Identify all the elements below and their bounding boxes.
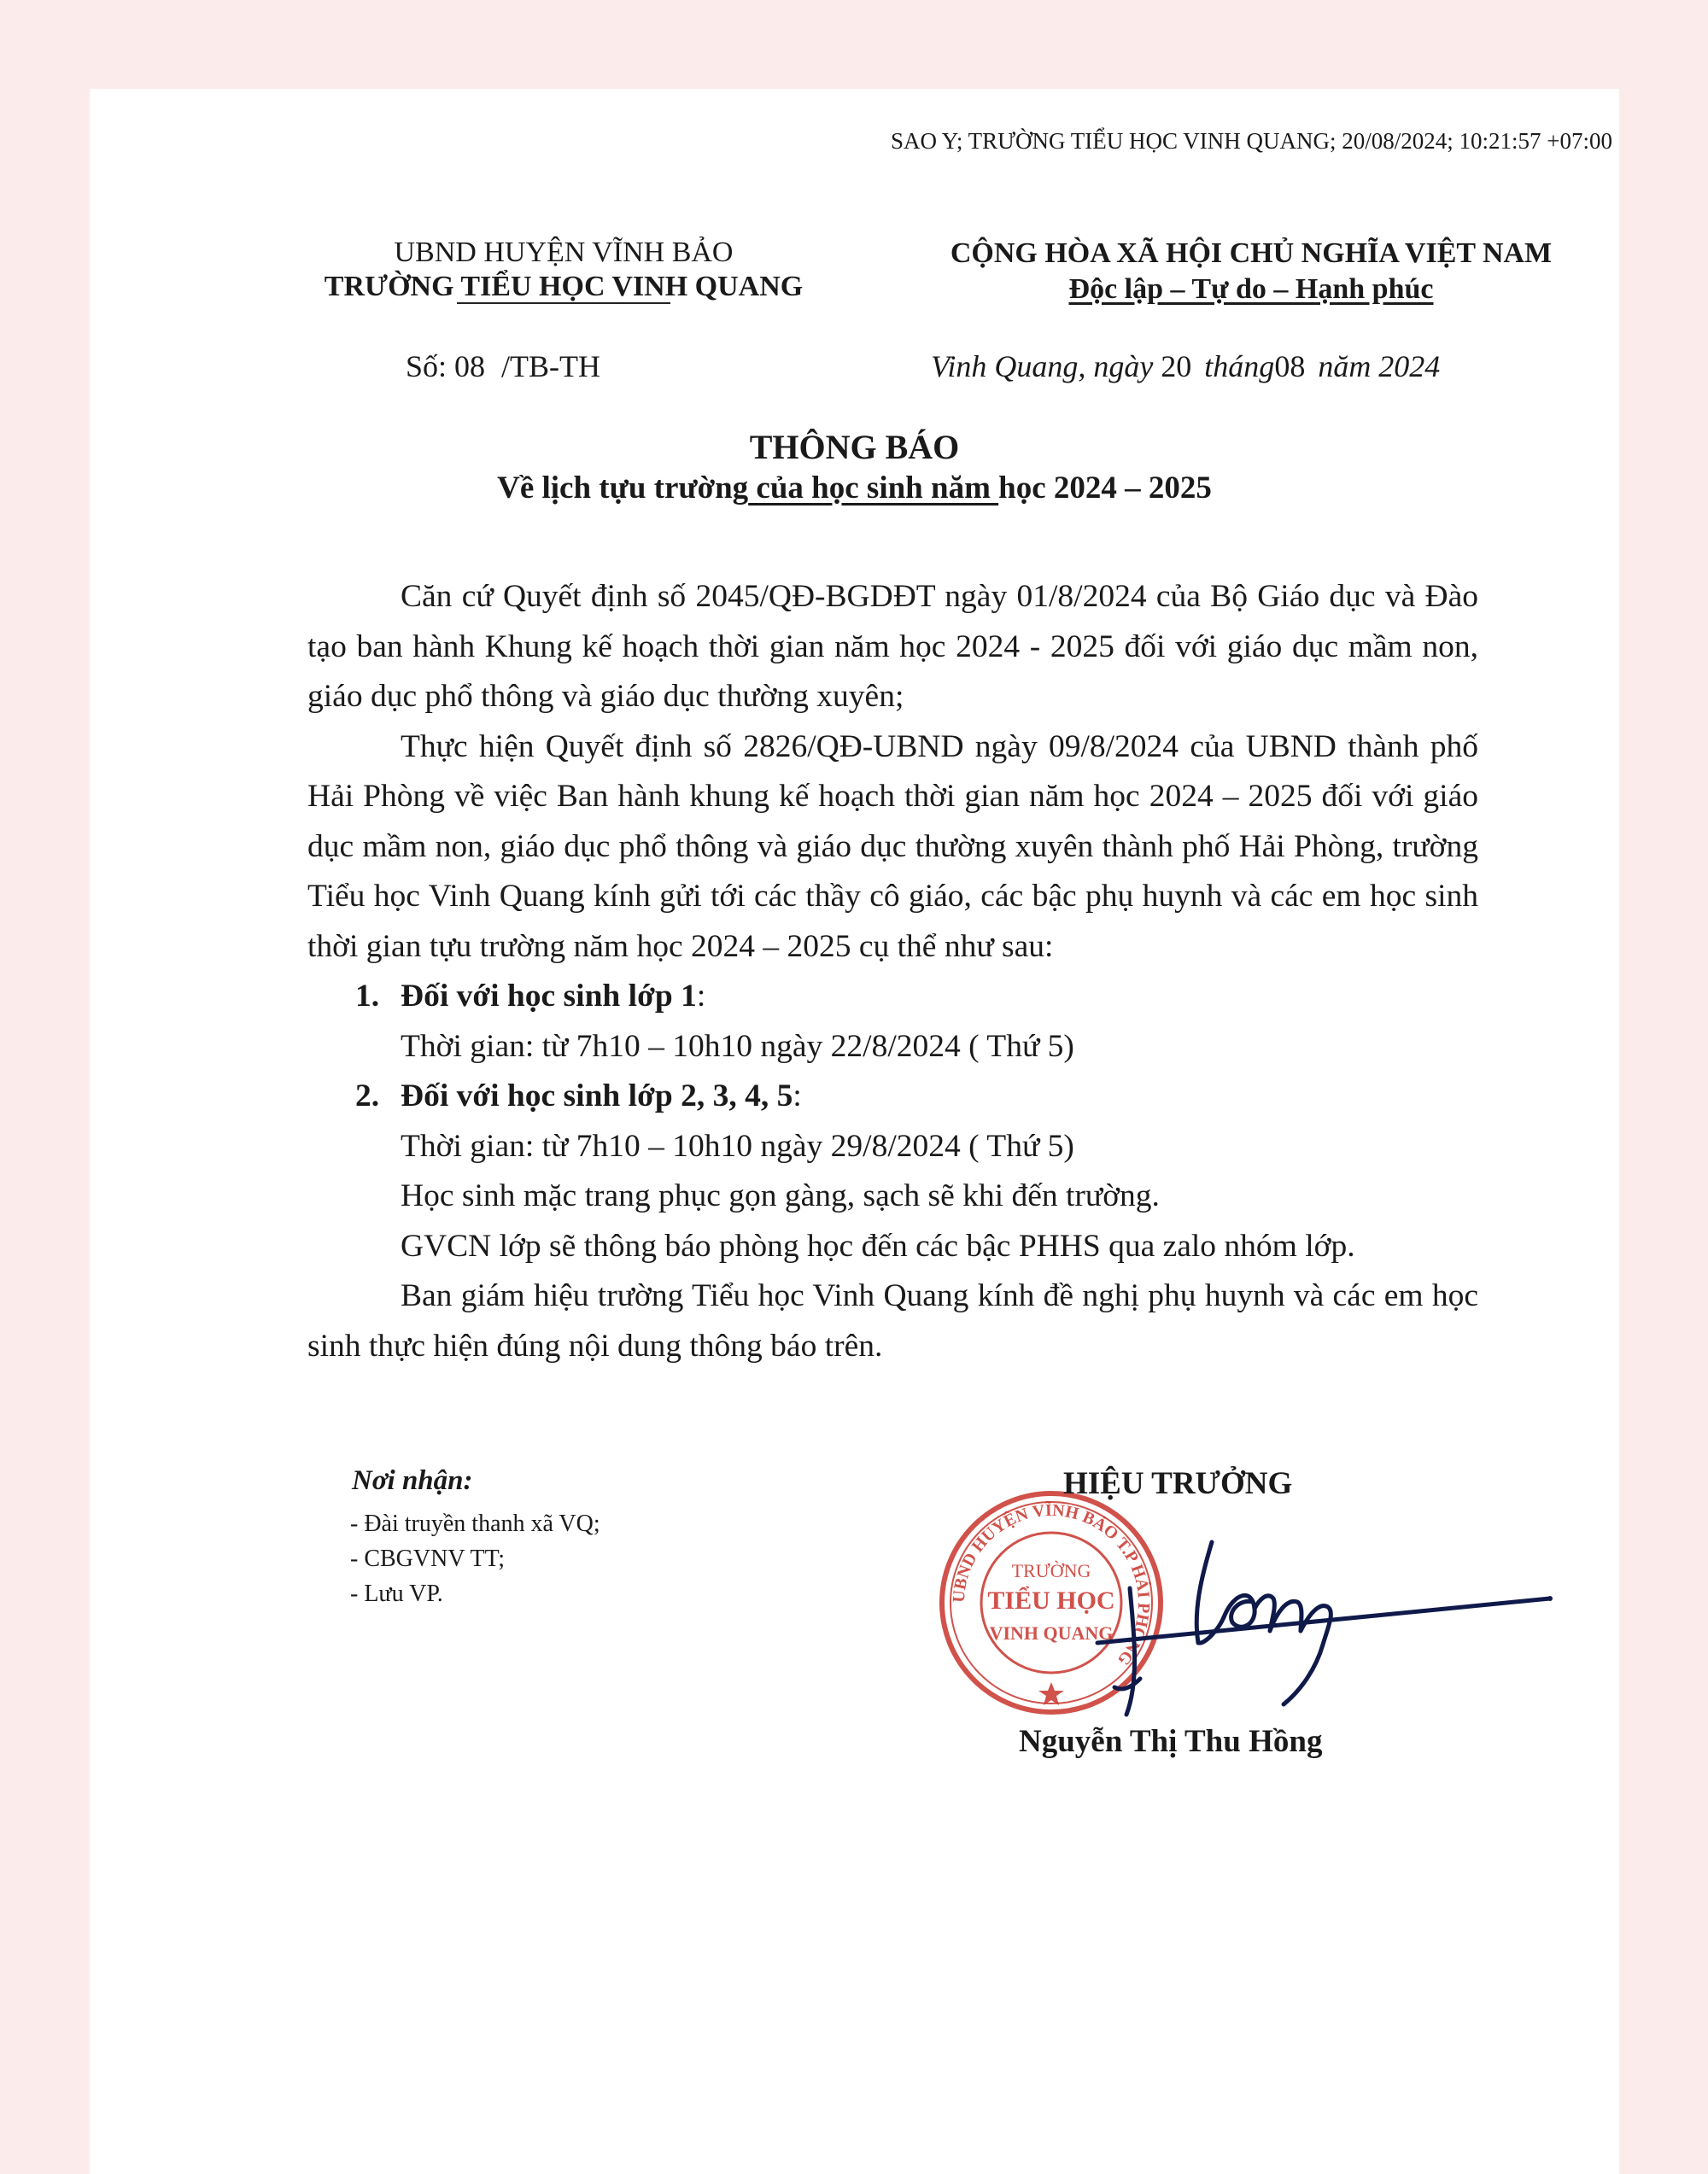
year-label: năm 2024 (1318, 349, 1441, 383)
doc-number-value: 08 (454, 349, 486, 383)
copy-certification-line: SAO Y; TRƯỜNG TIỂU HỌC VINH QUANG; 20/08/2024; 10:21:57 +07:00 (891, 128, 1612, 154)
closing-paragraph: Ban giám hiệu trường Tiểu học Vinh Quang kính đề nghị phụ huynh và các em học sinh thực hiện đúng nội dung thông báo trên. (307, 1278, 1478, 1364)
signer-name: Nguyễn Thị Thu Hồng (1019, 1724, 1323, 1759)
seal-line-1: TRƯỜNG (1011, 1560, 1091, 1581)
recipient-item: - Đài truyền thanh xã VQ; (350, 1511, 600, 1537)
list-number: 2. (355, 1078, 380, 1113)
recipient-item: - CBGVNV TT; (350, 1546, 505, 1572)
authority-line: UBND HUYỆN VĨNH BẢO (394, 237, 734, 268)
place-prefix: Vinh Quang, ngày (931, 349, 1154, 383)
subtitle-underlined-part: của học sinh năm (748, 470, 999, 506)
document-page (90, 89, 1619, 2174)
seal-ring-text: UBND HUYỆN VĨNH BẢO T.P HẢI PHÒNG (949, 1500, 1154, 1669)
recipient-item: - Lưu VP. (350, 1581, 443, 1607)
recipients-title: Nơi nhận: (352, 1465, 473, 1496)
legal-basis-paragraph: Căn cứ Quyết định số 2045/QĐ-BGDĐT ngày 01/8/2024 của Bộ Giáo dục và Đào tạo ban hành Khung kế hoạch thời gian năm học 2024 - 2025 đối với giáo dục mầm non, giáo dục phổ thông và giáo dục thường xuyên; (307, 579, 1478, 714)
document-subtitle (90, 470, 1619, 506)
list-item-label: Đối với học sinh lớp 1 (401, 979, 697, 1014)
handwritten-signature-icon (1072, 1517, 1584, 1718)
seal-line-2: TIỂU HỌC (987, 1587, 1115, 1615)
seal-line-3: VINH QUANG (989, 1622, 1114, 1644)
list-item (307, 972, 1478, 1022)
subtitle-part: học 2024 – 2025 (998, 470, 1212, 506)
doc-number-suffix: /TB-TH (501, 349, 601, 383)
doc-number-label: Số: (406, 349, 447, 383)
uniform-note: Học sinh mặc trang phục gọn gàng, sạch sẽ khi đến trường. (401, 1178, 1160, 1213)
national-motto: Độc lập – Tự do – Hạnh phúc (1068, 273, 1434, 305)
list-item-colon: : (793, 1078, 802, 1113)
school-name: TRƯỜNG TIỂU HỌC VINH QUANG (324, 271, 804, 302)
document-number (406, 348, 600, 384)
list-item-label: Đối với học sinh lớp 2, 3, 4, 5 (401, 1078, 793, 1113)
homeroom-note: GVCN lớp sẽ thông báo phòng học đến các bậc PHHS qua zalo nhóm lớp. (401, 1228, 1355, 1264)
implementation-paragraph: Thực hiện Quyết định số 2826/QĐ-UBND ngày 09/8/2024 của UBND thành phố Hải Phòng về việc Ban hành khung kế hoạch thời gian năm học 2024 – 2025 đối với giáo dục mầm non, giáo dục phổ thông và giáo dục thường xuyên thành phố Hải Phòng, trường Tiểu học Vinh Quang kính gửi tới các thầy cô giáo, các bậc phụ huynh và các em học sinh thời gian tựu trường năm học 2024 – 2025 cụ thể như sau: (307, 728, 1478, 964)
issuing-authority (290, 236, 837, 304)
date-month: 08 (1274, 349, 1306, 383)
list-item-colon: : (696, 979, 706, 1014)
schedule-grades-2-5: Thời gian: từ 7h10 – 10h10 ngày 29/8/2024 ( Thứ 5) (401, 1128, 1074, 1164)
month-label: tháng (1204, 349, 1275, 383)
signer-title: HIỆU TRƯỞNG (1063, 1466, 1293, 1501)
schedule-grade-1: Thời gian: từ 7h10 – 10h10 ngày 22/8/2024 ( Thứ 5) (401, 1028, 1074, 1064)
list-item (307, 1072, 1478, 1122)
document-body (307, 572, 1478, 1371)
list-number: 1. (355, 979, 380, 1014)
subtitle-part: Về lịch tựu trường (497, 470, 749, 506)
date-day: 20 (1161, 349, 1192, 383)
national-header (892, 236, 1610, 307)
recipients-list (350, 1506, 600, 1611)
place-and-date (931, 348, 1440, 384)
document-title: THÔNG BÁO (749, 428, 960, 466)
nation-title: CỘNG HÒA XÃ HỘI CHỦ NGHĨA VIỆT NAM (950, 237, 1553, 269)
